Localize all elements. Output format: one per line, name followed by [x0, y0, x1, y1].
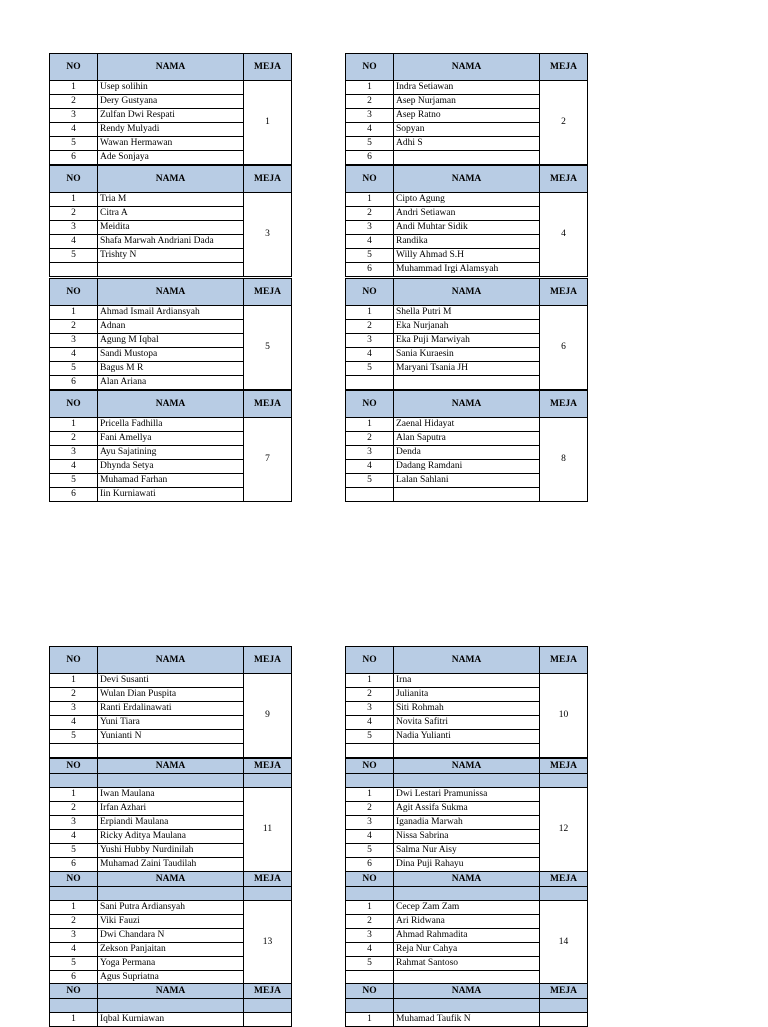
person-name: Meidita: [98, 221, 244, 235]
header-nama: NAMA: [98, 54, 244, 81]
row-number: 1: [50, 306, 98, 320]
table-number: 14: [540, 901, 588, 985]
person-name: Adnan: [98, 320, 244, 334]
table-row: [50, 418, 292, 432]
row-number: 3: [346, 816, 394, 830]
header-nama: NAMA: [394, 54, 540, 81]
header-nama: NAMA: [98, 166, 244, 193]
row-number: 3: [346, 446, 394, 460]
row-number: 1: [50, 901, 98, 915]
header-meja: MEJA: [244, 872, 292, 887]
person-name: [394, 488, 540, 502]
person-name: Trishty N: [98, 249, 244, 263]
person-name: Eka Nurjanah: [394, 320, 540, 334]
row-number: 5: [346, 844, 394, 858]
row-number: 2: [346, 432, 394, 446]
table-row: [346, 901, 588, 915]
row-number: 5: [346, 137, 394, 151]
person-name: Iqbal Kurniawan: [98, 1013, 244, 1027]
header-band-cell: [394, 774, 540, 788]
row-number: 1: [346, 193, 394, 207]
person-name: Julianita: [394, 688, 540, 702]
table-number: 4: [540, 193, 588, 277]
table-row: [50, 193, 292, 207]
person-name: Wawan Hermawan: [98, 137, 244, 151]
person-name: Muhamad Zaini Taudilah: [98, 858, 244, 872]
row-number: 1: [346, 306, 394, 320]
table-row: [50, 901, 292, 915]
row-number: 5: [50, 137, 98, 151]
header-meja: MEJA: [540, 872, 588, 887]
person-name: Iwan Maulana: [98, 788, 244, 802]
header-no: NO: [346, 279, 394, 306]
row-number: 1: [50, 1013, 98, 1027]
header-meja: MEJA: [540, 279, 588, 306]
row-number: [346, 488, 394, 502]
person-name: Alan Ariana: [98, 376, 244, 390]
row-number: 5: [346, 249, 394, 263]
table-row: [50, 306, 292, 320]
person-name: Wulan Dian Puspita: [98, 688, 244, 702]
header-nama: NAMA: [98, 984, 244, 999]
header-band-cell: [50, 887, 98, 901]
person-name: Asep Ratno: [394, 109, 540, 123]
table-row: [346, 1013, 588, 1027]
row-number: 5: [50, 474, 98, 488]
row-number: 5: [346, 957, 394, 971]
person-name: Yuni Tiara: [98, 716, 244, 730]
header-no: NO: [50, 872, 98, 887]
seat-table: [49, 278, 292, 390]
person-name: Rendy Mulyadi: [98, 123, 244, 137]
row-number: 1: [50, 418, 98, 432]
header-nama: NAMA: [394, 166, 540, 193]
header-band-cell: [394, 887, 540, 901]
header-meja: MEJA: [540, 759, 588, 774]
header-nama: NAMA: [394, 279, 540, 306]
header-band-cell: [50, 774, 98, 788]
person-name: Sopyan: [394, 123, 540, 137]
row-number: 3: [346, 929, 394, 943]
person-name: Dina Puji Rahayu: [394, 858, 540, 872]
seat-table: [49, 53, 292, 165]
header-meja: MEJA: [244, 391, 292, 418]
table-number: 12: [540, 788, 588, 872]
row-number: 1: [50, 788, 98, 802]
table-number: 11: [244, 788, 292, 872]
row-number: 5: [50, 957, 98, 971]
header-band-cell: [244, 999, 292, 1013]
header-meja: MEJA: [540, 166, 588, 193]
table-row: [50, 81, 292, 95]
row-number: 1: [346, 418, 394, 432]
row-number: 2: [346, 688, 394, 702]
row-number: 6: [346, 263, 394, 277]
person-name: Sani Putra Ardiansyah: [98, 901, 244, 915]
person-name: Muhamad Farhan: [98, 474, 244, 488]
person-name: Denda: [394, 446, 540, 460]
row-number: [50, 263, 98, 277]
header-no: NO: [346, 54, 394, 81]
table-row: [346, 674, 588, 688]
header-band-cell: [50, 999, 98, 1013]
row-number: 1: [50, 193, 98, 207]
header-band-cell: [394, 999, 540, 1013]
person-name: Usep solihin: [98, 81, 244, 95]
header-nama: NAMA: [98, 391, 244, 418]
row-number: 6: [50, 971, 98, 985]
header-meja: MEJA: [244, 54, 292, 81]
seat-table: [345, 390, 588, 502]
person-name: Yunianti N: [98, 730, 244, 744]
person-name: Bagus M R: [98, 362, 244, 376]
table-row: [50, 788, 292, 802]
person-name: Ahmad Ismail Ardiansyah: [98, 306, 244, 320]
table-row: [50, 1013, 292, 1027]
person-name: Ranti Erdalinawati: [98, 702, 244, 716]
person-name: Zaenal Hidayat: [394, 418, 540, 432]
seat-table: [49, 165, 292, 277]
row-number: [346, 744, 394, 758]
header-no: NO: [346, 166, 394, 193]
header-meja: MEJA: [540, 54, 588, 81]
header-band-cell: [244, 774, 292, 788]
row-number: 3: [346, 334, 394, 348]
header-no: NO: [50, 166, 98, 193]
person-name: Sania Kuraesin: [394, 348, 540, 362]
person-name: Asep Nurjaman: [394, 95, 540, 109]
row-number: 3: [50, 334, 98, 348]
person-name: Rahmat Santoso: [394, 957, 540, 971]
header-band-cell: [540, 774, 588, 788]
header-nama: NAMA: [98, 872, 244, 887]
person-name: Irfan Azhari: [98, 802, 244, 816]
person-name: Iin Kurniawati: [98, 488, 244, 502]
row-number: 3: [50, 109, 98, 123]
person-name: Zulfan Dwi Respati: [98, 109, 244, 123]
header-nama: NAMA: [394, 647, 540, 674]
table-row: [346, 193, 588, 207]
row-number: 3: [50, 816, 98, 830]
header-meja: MEJA: [244, 759, 292, 774]
header-nama: NAMA: [394, 759, 540, 774]
header-no: NO: [50, 279, 98, 306]
header-no: NO: [50, 647, 98, 674]
row-number: 2: [50, 688, 98, 702]
header-no: NO: [346, 984, 394, 999]
seat-table: [49, 871, 292, 985]
row-number: 1: [346, 788, 394, 802]
row-number: 2: [50, 207, 98, 221]
row-number: 6: [50, 151, 98, 165]
person-name: Eka Puji Marwiyah: [394, 334, 540, 348]
person-name: Dadang Ramdani: [394, 460, 540, 474]
header-no: NO: [346, 872, 394, 887]
header-meja: MEJA: [540, 391, 588, 418]
row-number: [50, 744, 98, 758]
seat-table: [345, 165, 588, 277]
person-name: Ahmad Rahmadita: [394, 929, 540, 943]
row-number: 4: [50, 235, 98, 249]
table-row: [346, 788, 588, 802]
person-name: Willy Ahmad S.H: [394, 249, 540, 263]
person-name: [394, 744, 540, 758]
seat-table: [49, 390, 292, 502]
person-name: Yushi Hubby Nurdinilah: [98, 844, 244, 858]
person-name: Ade Sonjaya: [98, 151, 244, 165]
header-band-cell: [244, 887, 292, 901]
row-number: 4: [346, 235, 394, 249]
row-number: 4: [50, 123, 98, 137]
person-name: Ari Ridwana: [394, 915, 540, 929]
seat-table: [345, 758, 588, 872]
header-no: NO: [50, 759, 98, 774]
person-name: Tria M: [98, 193, 244, 207]
row-number: 1: [346, 901, 394, 915]
header-band-cell: [346, 774, 394, 788]
row-number: 2: [346, 915, 394, 929]
header-meja: MEJA: [244, 166, 292, 193]
row-number: 2: [50, 320, 98, 334]
person-name: Agus Supriatna: [98, 971, 244, 985]
row-number: 5: [50, 844, 98, 858]
row-number: 4: [50, 716, 98, 730]
person-name: Agung M Iqbal: [98, 334, 244, 348]
seat-table: [345, 871, 588, 985]
table-number: 2: [540, 81, 588, 165]
header-nama: NAMA: [394, 984, 540, 999]
row-number: 3: [50, 929, 98, 943]
row-number: 4: [50, 830, 98, 844]
row-number: 6: [50, 376, 98, 390]
row-number: 2: [346, 802, 394, 816]
row-number: 2: [50, 432, 98, 446]
seat-table: [49, 983, 292, 1027]
person-name: Salma Nur Aisy: [394, 844, 540, 858]
person-name: Dhynda Setya: [98, 460, 244, 474]
row-number: 4: [346, 830, 394, 844]
person-name: Citra A: [98, 207, 244, 221]
row-number: 3: [346, 702, 394, 716]
table-number: 7: [244, 418, 292, 502]
person-name: Nissa Sabrina: [394, 830, 540, 844]
header-no: NO: [50, 391, 98, 418]
header-band-cell: [98, 887, 244, 901]
seat-table: [345, 646, 588, 758]
row-number: 4: [346, 943, 394, 957]
row-number: 2: [50, 95, 98, 109]
header-no: NO: [50, 54, 98, 81]
table-number: 10: [540, 674, 588, 758]
person-name: Fani Amellya: [98, 432, 244, 446]
header-meja: MEJA: [244, 984, 292, 999]
table-row: [346, 81, 588, 95]
person-name: [98, 263, 244, 277]
table-number: 1: [244, 81, 292, 165]
person-name: Adhi S: [394, 137, 540, 151]
header-band-cell: [540, 999, 588, 1013]
person-name: Cecep Zam Zam: [394, 901, 540, 915]
table-number: 8: [540, 418, 588, 502]
table-number: 13: [244, 901, 292, 985]
row-number: 4: [50, 348, 98, 362]
row-number: 4: [346, 716, 394, 730]
person-name: [394, 151, 540, 165]
table-row: [346, 418, 588, 432]
header-no: NO: [346, 647, 394, 674]
person-name: Iganadia Marwah: [394, 816, 540, 830]
header-no: NO: [50, 984, 98, 999]
row-number: 3: [346, 109, 394, 123]
header-nama: NAMA: [394, 872, 540, 887]
row-number: 3: [50, 702, 98, 716]
header-band-cell: [346, 999, 394, 1013]
person-name: Shella Putri M: [394, 306, 540, 320]
person-name: Yoga Permana: [98, 957, 244, 971]
person-name: Dwi Chandara N: [98, 929, 244, 943]
person-name: Indra Setiawan: [394, 81, 540, 95]
header-meja: MEJA: [540, 647, 588, 674]
row-number: 1: [346, 81, 394, 95]
person-name: Lalan Sahlani: [394, 474, 540, 488]
row-number: 6: [50, 858, 98, 872]
row-number: 2: [346, 95, 394, 109]
person-name: Ricky Aditya Maulana: [98, 830, 244, 844]
person-name: Erpiandi Maulana: [98, 816, 244, 830]
header-nama: NAMA: [394, 391, 540, 418]
row-number: 6: [346, 858, 394, 872]
row-number: 4: [346, 460, 394, 474]
header-nama: NAMA: [98, 759, 244, 774]
table-number: 6: [540, 306, 588, 390]
person-name: Andi Muhtar Sidik: [394, 221, 540, 235]
row-number: 5: [346, 362, 394, 376]
row-number: 4: [50, 460, 98, 474]
row-number: [346, 376, 394, 390]
person-name: Randika: [394, 235, 540, 249]
row-number: 4: [50, 943, 98, 957]
table-row: [50, 674, 292, 688]
person-name: Shafa Marwah Andriani Dada: [98, 235, 244, 249]
header-meja: MEJA: [244, 647, 292, 674]
person-name: Viki Fauzi: [98, 915, 244, 929]
header-nama: NAMA: [98, 279, 244, 306]
person-name: Cipto Agung: [394, 193, 540, 207]
header-nama: NAMA: [98, 647, 244, 674]
header-meja: MEJA: [540, 984, 588, 999]
table-number: 5: [244, 306, 292, 390]
row-number: 2: [50, 802, 98, 816]
person-name: Dery Gustyana: [98, 95, 244, 109]
table-number: 9: [244, 674, 292, 758]
person-name: Sandi Mustopa: [98, 348, 244, 362]
row-number: 5: [346, 730, 394, 744]
person-name: Reja Nur Cahya: [394, 943, 540, 957]
person-name: Pricella Fadhilla: [98, 418, 244, 432]
header-meja: MEJA: [244, 279, 292, 306]
row-number: 1: [50, 81, 98, 95]
row-number: 5: [50, 730, 98, 744]
row-number: 4: [346, 123, 394, 137]
person-name: Nadia Yulianti: [394, 730, 540, 744]
seat-table: [49, 758, 292, 872]
person-name: Muhamad Taufik N: [394, 1013, 540, 1027]
person-name: Devi Susanti: [98, 674, 244, 688]
person-name: [98, 744, 244, 758]
person-name: Muhammad Irgi Alamsyah: [394, 263, 540, 277]
seat-table: [345, 983, 588, 1027]
person-name: [394, 376, 540, 390]
row-number: 5: [346, 474, 394, 488]
row-number: 1: [50, 674, 98, 688]
person-name: Dwi Lestari Pramunissa: [394, 788, 540, 802]
row-number: 5: [50, 249, 98, 263]
seat-table: [49, 646, 292, 758]
row-number: 3: [50, 221, 98, 235]
person-name: Ayu Sajatining: [98, 446, 244, 460]
row-number: 1: [346, 1013, 394, 1027]
header-no: NO: [346, 391, 394, 418]
table-number: 3: [244, 193, 292, 277]
person-name: Alan Saputra: [394, 432, 540, 446]
table-number: [540, 1013, 588, 1027]
row-number: 5: [50, 362, 98, 376]
person-name: Maryani Tsania JH: [394, 362, 540, 376]
header-band-cell: [98, 774, 244, 788]
row-number: 3: [346, 221, 394, 235]
row-number: 4: [346, 348, 394, 362]
person-name: Novita Safitri: [394, 716, 540, 730]
row-number: 6: [346, 151, 394, 165]
row-number: 2: [346, 320, 394, 334]
row-number: 6: [50, 488, 98, 502]
header-band-cell: [540, 887, 588, 901]
seat-table: [345, 53, 588, 165]
row-number: 2: [50, 915, 98, 929]
person-name: Andri Setiawan: [394, 207, 540, 221]
table-number: [244, 1013, 292, 1027]
row-number: 3: [50, 446, 98, 460]
person-name: Irna: [394, 674, 540, 688]
row-number: 1: [346, 674, 394, 688]
row-number: 2: [346, 207, 394, 221]
table-row: [346, 306, 588, 320]
seat-table: [345, 278, 588, 390]
person-name: Agit Assifa Sukma: [394, 802, 540, 816]
header-band-cell: [346, 887, 394, 901]
header-no: NO: [346, 759, 394, 774]
header-band-cell: [98, 999, 244, 1013]
person-name: Siti Rohmah: [394, 702, 540, 716]
person-name: Zekson Panjaitan: [98, 943, 244, 957]
